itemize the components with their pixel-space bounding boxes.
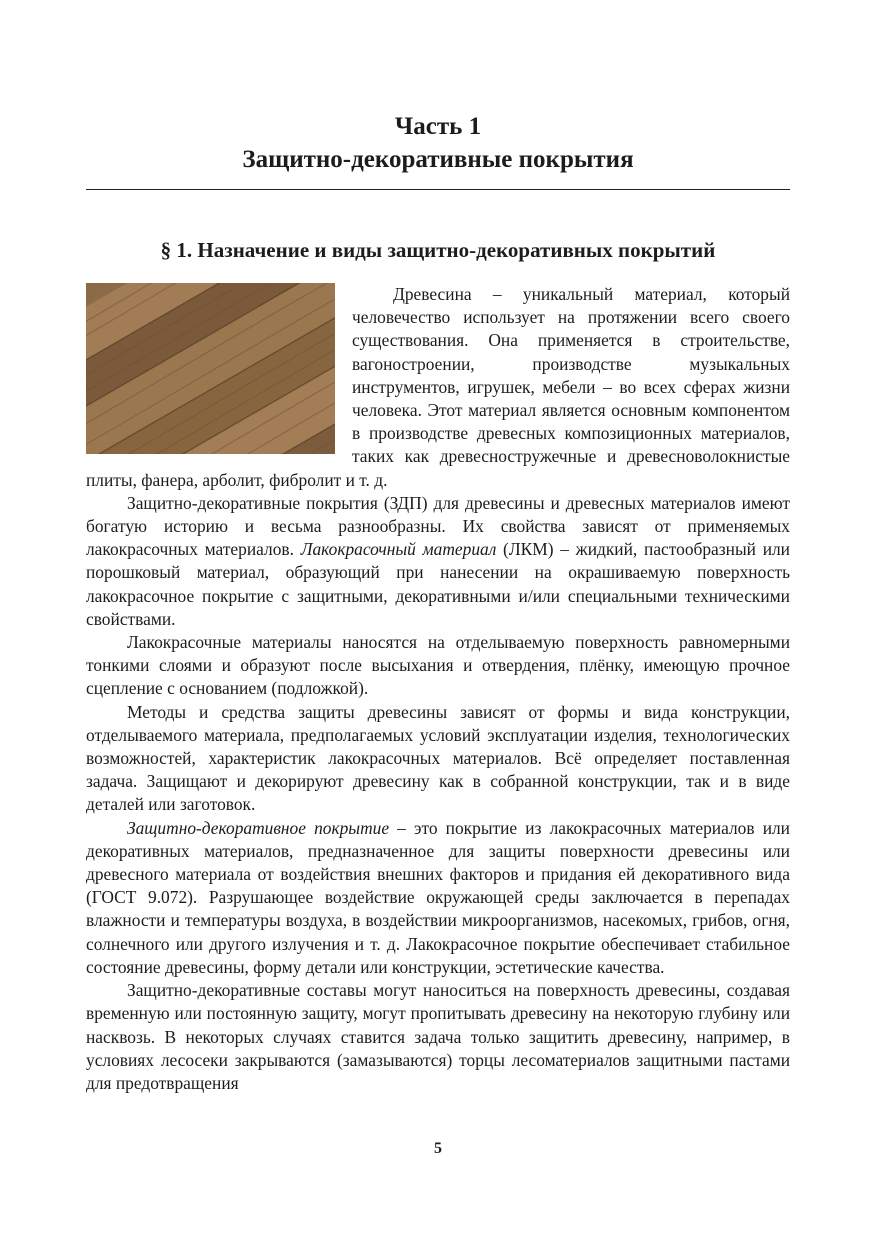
part-heading (86, 110, 790, 176)
term-lkm: Лакокрасочный материал (300, 539, 497, 560)
paragraph-3: Лакокрасочные материалы наносятся на отделываемую поверхность равномерными тонкими слоями и образуют после высыхания и отвердения, плёнку, имеющую прочное сцепление с основанием (подложкой). (86, 632, 790, 699)
paragraph-6: Защитно-декоративные составы могут наноситься на поверхность древесины, создавая временную или постоянную защиту, могут пропитывать древесину на некоторую глубину или насквозь. В некоторых случаях ставится задача только защитить древесину, например, в условиях лесосеки закрываются (замазываются) торцы лесоматериалов защитными пастами для предотвращения (86, 980, 790, 1093)
paragraph-4: Методы и средства защиты древесины зависят от формы и вида конструкции, отделываемого материала, предполагаемых условий эксплуатации изделия, технологических возможностей, характеристик лакокрасочных материалов. Всё определяет поставленная задача. Защищают и декорируют древесину как в собранной конструкции, так и в виде деталей или заготовок. (86, 701, 790, 815)
body-text (86, 283, 790, 1095)
paragraph-5-text: – это покрытие из лакокрасочных материалов или декоративных материалов, предназначенное для защиты поверхности древесины или древесного материала от воздействия внешних факторов и придания ей декоративного вида (ГОСТ 9.072). Разрушающее воздействие окружающей среды заключается в перепадах влажности и температуры воздуха, в воздействии микроорганизмов, насекомых, грибов, огня, солнечного или другого излучения и т. д. Лакокрасочное покрытие обеспечивает стабильное состояние древесины, форму детали или конструкции, эстетические качества. (86, 817, 790, 977)
section-heading: § 1. Назначение и виды защитно-декоративных покрытий (160, 238, 716, 262)
part-title: Защитно-декоративные покрытия (242, 146, 634, 173)
wood-planks-photo (86, 283, 335, 454)
page-number: 5 (434, 1140, 442, 1157)
paragraph-2-text-end: (ЛКМ) – жидкий, пастообразный или порошковый материал, образующий при нанесении на окрашиваемую поверхность лакокрасочное покрытие с защитными, декоративными и/или специальными техническими свойствами. (86, 539, 790, 629)
paragraph-1: Древесина – уникальный материал, который человечество использует на протяжении всего своего существования. Она применяется в строительстве, вагоностроении, производстве музыкальных инструментов, игрушек, мебели – во всех сферах жизни человека. Этот материал является основным компонентом в производстве древесных композиционных материалов, таких как древесностружечные и древесноволокнистые плиты, фанера, арболит, фибролит и т. д. (86, 284, 790, 490)
paragraph-5 (86, 817, 790, 979)
part-number: Часть 1 (394, 113, 482, 140)
paragraph-2-text-start: Защитно-декоративные покрытия (ЗДП) для древесины и древесных материалов имеют богатую историю и весьма разнообразны. Их свойства зависят от применяемых лакокрасочных материалов. (86, 492, 790, 560)
part-divider (86, 189, 790, 190)
wood-texture-image (86, 283, 335, 454)
paragraph-2 (86, 492, 790, 631)
book-page (86, 0, 790, 1157)
term-zdp: Защитно-декоративное покрытие (127, 817, 390, 838)
